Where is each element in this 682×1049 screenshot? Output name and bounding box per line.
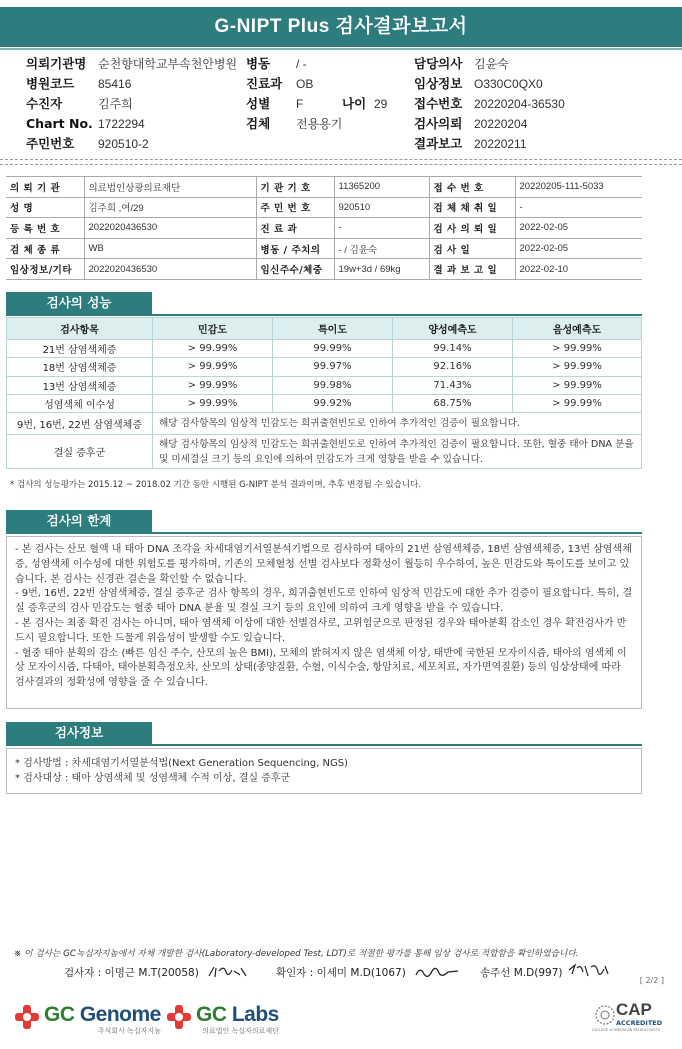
info-value: 11365200 bbox=[334, 177, 429, 198]
info-value: 2022020436530 bbox=[84, 218, 256, 239]
value-ward: / - bbox=[296, 57, 307, 71]
divider-dashed bbox=[0, 159, 682, 160]
gc-labs-name: Labs bbox=[231, 1003, 279, 1026]
perf-value: > 99.99% bbox=[153, 340, 273, 358]
value-age: 29 bbox=[374, 97, 388, 111]
perf-header: 민감도 bbox=[153, 318, 273, 340]
perf-item-name: 9번, 16번, 22번 삼염색체증 bbox=[7, 413, 153, 435]
section-line bbox=[6, 314, 642, 316]
label-sex: 성별 bbox=[246, 96, 271, 111]
gc-cross-icon bbox=[166, 1004, 192, 1030]
perf-value: > 99.99% bbox=[153, 358, 273, 376]
perf-value: 99.92% bbox=[273, 394, 393, 412]
label-requester: 의뢰기관명 bbox=[26, 56, 87, 71]
perf-item-name: 13번 삼염색체증 bbox=[7, 376, 153, 394]
value-doctor: 김윤숙 bbox=[474, 57, 509, 71]
limit-item: - 본 검사는 산모 혈액 내 태아 DNA 조각을 차세대염기서열분석기법으로 검사하여 태아의 21번 삼염색체증, 18번 삼염색체증, 13번 삼염색체증, 성염색체 이수성에 대한 위험도를 평가하며, 기존의 모체혈청 선별 검사보다 정확성이 월등히 우수하여, 높은 민감도와 특이도를 보이고 있습니다. 본 검사는 신경관 결손을 확인할 수 없습니다. bbox=[15, 544, 632, 585]
perf-note-row bbox=[7, 435, 642, 469]
value-hospital-code: 85416 bbox=[98, 77, 132, 91]
perf-value: 99.97% bbox=[273, 358, 393, 376]
signature-confirmer-icon bbox=[414, 962, 460, 982]
label-chart-no: Chart No. bbox=[26, 116, 93, 131]
perf-header: 검사항목 bbox=[7, 318, 153, 340]
label-doctor: 담당의사 bbox=[414, 56, 463, 71]
limit-item: - 9번, 16번, 22번 삼염색체증, 결실 증후군 검사 항목의 경우, 희귀출현빈도로 인하여 임상적 민감도에 대한 추가 검증이 필요합니다. 특히, 결실 증후군의 검사 민감도는 혈중 태아 DNA 분율 및 결실 크기 등의 요인에 의하여 크게 영향을 받을 수 있습니다. bbox=[15, 588, 633, 615]
info-value: 2022020436530 bbox=[84, 259, 256, 280]
perf-note-text: 해당 검사항목의 임상적 민감도는 희귀출현빈도로 인하여 추가적인 검증이 필요합니다. 또한, 혈중 태아 DNA 분율 및 미세결실 크기 등의 요인에 의하여 민감도가 크게 영향을 받을 수 있습니다. bbox=[153, 435, 642, 469]
gc-genome-name: Genome bbox=[79, 1003, 161, 1026]
test-method: * 검사방법 : 차세대염기서열분석법(Next Generation Sequencing, NGS) bbox=[15, 758, 348, 769]
info-value: 2022-02-05 bbox=[515, 238, 642, 259]
info-label: 검 체 채 취 일 bbox=[429, 197, 515, 218]
section-test-info-title: 검사정보 bbox=[6, 722, 152, 744]
gc-labs-sub: 의료법인 녹십자의료재단 bbox=[202, 1027, 279, 1035]
perf-row bbox=[7, 394, 642, 412]
value-department: OB bbox=[296, 77, 314, 91]
cap-accredited-text: ACCREDITED bbox=[616, 1019, 663, 1027]
test-target: * 검사대상 : 태아 상염색체 및 성염색체 수적 이상, 결실 증후군 bbox=[15, 772, 291, 784]
info-label: 등 록 번 호 bbox=[6, 218, 84, 239]
info-label: 병동 / 주치의 bbox=[256, 238, 334, 259]
section-performance-title: 검사의 성능 bbox=[6, 292, 152, 314]
cap-seal-icon bbox=[594, 1004, 616, 1026]
header-col-2 bbox=[246, 54, 387, 134]
signature-tester-icon bbox=[206, 962, 250, 982]
perf-item-name: 성염색체 이수성 bbox=[7, 394, 153, 412]
info-label: 임상정보/기타 bbox=[6, 259, 84, 280]
limits-box bbox=[6, 536, 642, 709]
signer-tester: 검사자 : 이명근 M.T(20058) bbox=[64, 967, 199, 979]
test-info-box bbox=[6, 748, 642, 794]
info-value: - / 김윤숙 bbox=[334, 238, 429, 259]
value-patient: 김주희 bbox=[98, 97, 133, 111]
section-line bbox=[6, 744, 642, 746]
info-label: 진 료 과 bbox=[256, 218, 334, 239]
info-value: - bbox=[515, 197, 642, 218]
info-value: 2022-02-05 bbox=[515, 218, 642, 239]
label-clinical-info: 임상정보 bbox=[414, 76, 463, 91]
label-ward: 병동 bbox=[246, 56, 271, 71]
label-resident-no: 주민번호 bbox=[26, 136, 75, 151]
info-value: 19w+3d / 69kg bbox=[334, 259, 429, 280]
info-label: 결 과 보 고 일 bbox=[429, 259, 515, 280]
label-department: 진료과 bbox=[246, 76, 283, 91]
value-clinical-info: O330C0QX0 bbox=[474, 77, 543, 91]
perf-value: > 99.99% bbox=[513, 340, 642, 358]
info-label: 검 사 일 bbox=[429, 238, 515, 259]
perf-value: 92.16% bbox=[393, 358, 513, 376]
info-row bbox=[6, 259, 642, 280]
page-number: [ 2/2 ] bbox=[639, 976, 664, 985]
info-value: 2022-02-10 bbox=[515, 259, 642, 280]
value-result-report: 20220211 bbox=[474, 137, 527, 151]
value-requester: 순천향대학교부속천안병원 bbox=[98, 57, 238, 71]
info-label: 접 수 번 호 bbox=[429, 177, 515, 198]
report-title: G-NIPT Plus 검사결과보고서 bbox=[0, 7, 682, 47]
perf-row bbox=[7, 376, 642, 394]
info-row bbox=[6, 218, 642, 239]
info-label: 검 체 종 류 bbox=[6, 238, 84, 259]
header-col-3 bbox=[414, 54, 565, 154]
signer-confirmer: 확인자 : 이세미 M.D(1067) bbox=[276, 967, 406, 979]
perf-note-row bbox=[7, 413, 642, 435]
info-value: - bbox=[334, 218, 429, 239]
info-label: 기 관 기 호 bbox=[256, 177, 334, 198]
perf-header: 특이도 bbox=[273, 318, 393, 340]
info-row bbox=[6, 177, 642, 198]
value-specimen: 전용용기 bbox=[296, 117, 343, 131]
perf-value: 68.75% bbox=[393, 394, 513, 412]
info-value: 20220205-111-5033 bbox=[515, 177, 642, 198]
label-patient: 수진자 bbox=[26, 96, 63, 111]
section-line bbox=[6, 532, 642, 534]
info-label: 성 명 bbox=[6, 197, 84, 218]
value-chart-no: 1722294 bbox=[98, 117, 145, 131]
value-accession-no: 20220204-36530 bbox=[474, 97, 565, 111]
info-label: 임신주수/체중 bbox=[256, 259, 334, 280]
info-value: WB bbox=[84, 238, 256, 259]
limit-item: - 혈중 태아 분획의 감소 (빠른 임신 주수, 산모의 높은 BMI), 모체의 밝혀지지 않은 염색체 이상, 태반에 국한된 모자이시즘, 태아의 염색체 이상 모자이시즘, 다태아, 태아분획측정오차, 산모의 상태(종양질환, 수혈, 이식수술, 항암치료, 세포치료, 자가면역질환) 등의 임상상태에 따라 검사결과의 정확성에 영향을 줄 수 있습니다. bbox=[15, 647, 627, 689]
value-sex: F bbox=[296, 97, 304, 111]
cap-accredited-logo bbox=[594, 1002, 674, 1034]
performance-table bbox=[6, 317, 642, 469]
value-resident-no: 920510-2 bbox=[98, 137, 149, 151]
info-value: 920510 bbox=[334, 197, 429, 218]
perf-value: > 99.99% bbox=[153, 376, 273, 394]
label-hospital-code: 병원코드 bbox=[26, 76, 75, 91]
label-specimen: 검체 bbox=[246, 116, 271, 131]
gc-cross-icon bbox=[14, 1004, 40, 1030]
info-row bbox=[6, 238, 642, 259]
perf-header: 음성예측도 bbox=[513, 318, 642, 340]
label-age: 나이 bbox=[342, 96, 367, 111]
gc-genome-logo: GC Genome 주식회사 녹십자지놈 bbox=[14, 1003, 161, 1036]
perf-item-name: 21번 삼염색체증 bbox=[7, 340, 153, 358]
perf-value: > 99.99% bbox=[513, 376, 642, 394]
perf-item-name: 18번 삼염색체증 bbox=[7, 358, 153, 376]
patient-info-table bbox=[6, 176, 642, 280]
perf-value: 99.14% bbox=[393, 340, 513, 358]
perf-note-text: 해당 검사항목의 임상적 민감도는 희귀출현빈도로 인하여 추가적인 검증이 필요합니다. bbox=[153, 413, 642, 435]
value-test-request: 20220204 bbox=[474, 117, 528, 131]
divider-dashed bbox=[0, 164, 682, 165]
perf-value: 99.99% bbox=[273, 340, 393, 358]
label-accession-no: 접수번호 bbox=[414, 96, 463, 111]
info-row bbox=[6, 197, 642, 218]
header-col-1 bbox=[26, 54, 237, 154]
label-test-request: 검사의뢰 bbox=[414, 116, 463, 131]
info-label: 의 뢰 기 관 bbox=[6, 177, 84, 198]
signer-reviewer: 송주선 M.D(997) bbox=[480, 967, 563, 979]
perf-value: 71.43% bbox=[393, 376, 513, 394]
signature-reviewer-icon bbox=[566, 960, 610, 982]
gc-labs-logo: GC Labs 의료법인 녹십자의료재단 bbox=[166, 1003, 279, 1036]
gc-genome-sub: 주식회사 녹십자지놈 bbox=[97, 1027, 161, 1035]
ldt-note: ※ 이 검사는 GC녹십자지놈에서 자체 개발한 검사(Laboratory-developed Test, LDT)로 적절한 평가를 통해 임상 검사로 적합함을 확인하였습니다. bbox=[14, 949, 579, 959]
info-label: 주 민 번 호 bbox=[256, 197, 334, 218]
perf-item-name: 결실 증후군 bbox=[7, 435, 153, 469]
info-value: 의료법인상광의료재단 bbox=[84, 177, 256, 198]
performance-footnote: * 검사의 성능평가는 2015.12 ~ 2018.02 기간 동안 시행된 G-NIPT 분석 결과이며, 추후 변경될 수 있습니다. bbox=[10, 480, 421, 490]
perf-value: > 99.99% bbox=[153, 394, 273, 412]
label-result-report: 결과보고 bbox=[414, 136, 463, 151]
section-limits-title: 검사의 한계 bbox=[6, 510, 152, 532]
perf-row bbox=[7, 358, 642, 376]
perf-value: 99.98% bbox=[273, 376, 393, 394]
perf-row bbox=[7, 340, 642, 358]
cap-small-text: COLLEGE of AMERICAN PATHOLOGISTS bbox=[592, 1028, 660, 1032]
info-value: 김주희 ,여/29 bbox=[84, 197, 256, 218]
limit-item: - 본 검사는 최종 확진 검사는 아니며, 태아 염색체 이상에 대한 선별검사로, 고위험군으로 판정된 경우와 태아분획 감소인 경우 확진검사가 반드시 필요합니다. 또한 드물게 위음성이 발생할 수도 있습니다. bbox=[15, 617, 627, 644]
perf-value: > 99.99% bbox=[513, 394, 642, 412]
perf-value: > 99.99% bbox=[513, 358, 642, 376]
perf-header: 양성예측도 bbox=[393, 318, 513, 340]
info-label: 검 사 의 뢰 일 bbox=[429, 218, 515, 239]
cap-text: CAP bbox=[616, 1000, 652, 1019]
